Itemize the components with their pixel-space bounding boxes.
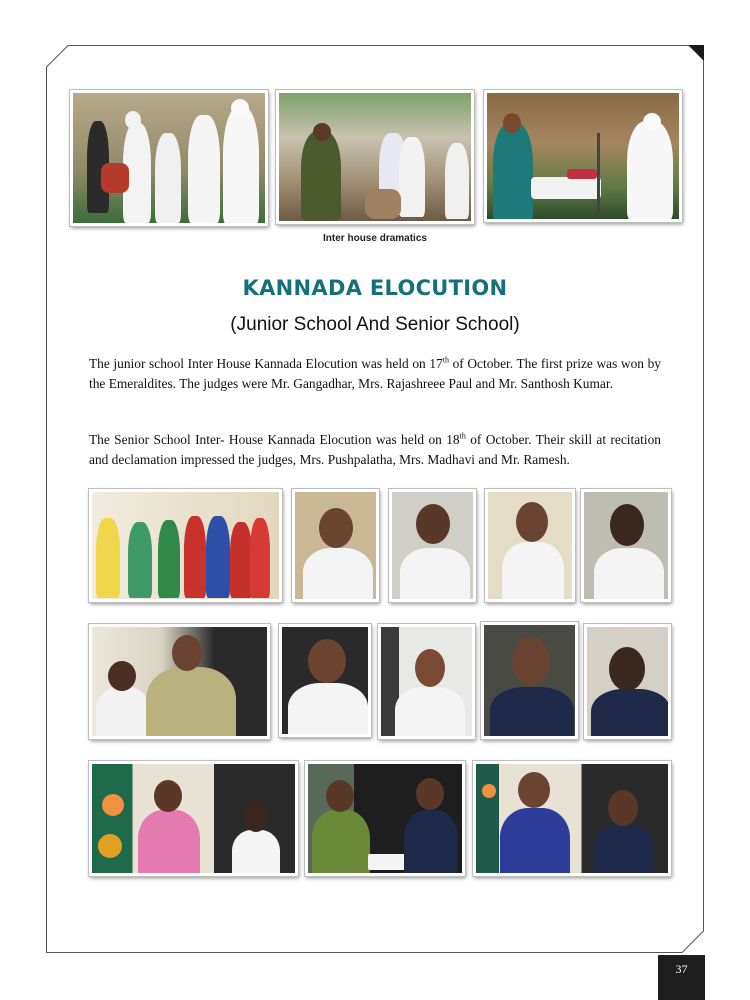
elocution-photo-group bbox=[89, 489, 282, 602]
section-subtitle: (Junior School And Senior School) bbox=[230, 314, 520, 335]
paragraph-senior: The Senior School Inter- House Kannada Elocution was held on 18th of October. Their skill at recitation and declamation impressed the judges, Mrs. Pushpalatha, Mrs. Madhavi and Mr. Ramesh. bbox=[89, 431, 661, 467]
elocution-photo-prize-3 bbox=[473, 761, 671, 876]
dramatics-photo-1 bbox=[70, 90, 268, 226]
elocution-photo-girl-2 bbox=[378, 624, 475, 739]
photo-caption: Inter house dramatics bbox=[323, 233, 427, 244]
elocution-photo-prize-2 bbox=[305, 761, 465, 876]
paragraph-junior: The junior school Inter House Kannada Elocution was held on 17th of October. The first prize was won by the Emeraldites. The judges were Mr. Gangadhar, Mrs. Rajashreee Paul and Mr. Santhosh Kumar. bbox=[89, 355, 661, 391]
page-number: 37 bbox=[658, 955, 705, 1000]
elocution-photo-teacher-student bbox=[89, 624, 270, 739]
dramatics-photo-3 bbox=[484, 90, 682, 222]
elocution-photo-girl-3 bbox=[481, 622, 578, 739]
elocution-photo-girl-1 bbox=[581, 489, 671, 602]
corner-tab-decoration bbox=[688, 45, 704, 61]
elocution-photo-prize-1 bbox=[89, 761, 298, 876]
elocution-photo-boy-2 bbox=[389, 489, 476, 602]
elocution-photo-boy-4 bbox=[279, 624, 371, 737]
dramatics-photo-2 bbox=[276, 90, 474, 224]
elocution-photo-boy-1 bbox=[292, 489, 379, 602]
section-title: KANNADA ELOCUTION bbox=[242, 276, 508, 300]
elocution-photo-boy-3 bbox=[485, 489, 575, 602]
elocution-photo-girl-4 bbox=[584, 624, 671, 739]
